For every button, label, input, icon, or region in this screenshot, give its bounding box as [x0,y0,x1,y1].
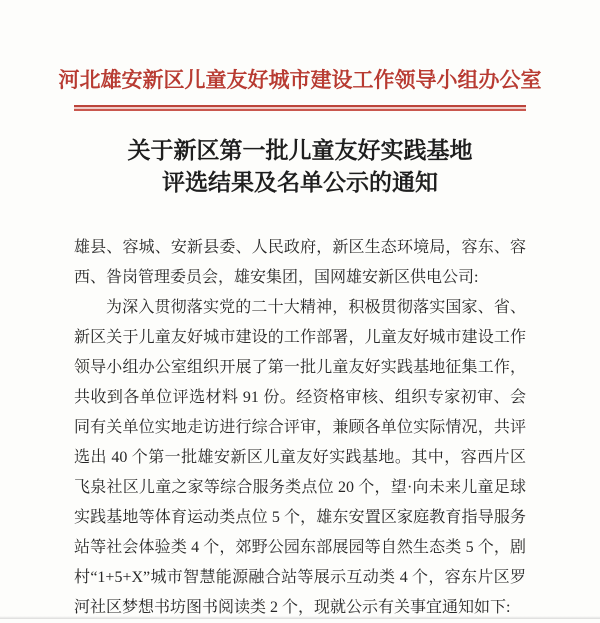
document-header-org-name: 河北雄安新区儿童友好城市建设工作领导小组办公室 [58,68,542,92]
document-title-line2: 评选结果及名单公示的通知 [162,170,438,196]
red-header-divider-line [74,105,526,111]
body-paragraph: 为深入贯彻落实党的二十大精神，积极贯彻落实国家、省、新区关于儿童友好城市建设的工作部署，儿童友好城市建设工作领导小组办公室组织开展了第一批儿童友好实践基地征集工作，共收到各单位评选材料 91 份。经资格审核、组织专家初审、会同有关单位实地走访进行综合评审，兼顾各单位实际情况，共评选出 40 个第一批雄安新区儿童友好实践基地。其中，容西片区飞泉社区儿童之家等综合服务类点位 20 个，望·向未来儿童足球实践基地等体育运动类点位 5 个，雄东安置区家庭教育指导服务站等社会体验类 4 个，郊野公园东部展园等自然生态类 5 个，剧村“1+5+X”城市智慧能源融合站等展示互动类 4 个，容东片区罗河社区梦想书坊图书阅读类 2 个，现就公示有关事宜通知如下: [74,299,526,617]
recipients-line: 雄县、容城、安新县委、人民政府，新区生态环境局，容东、容西、昝岗管理委员会，雄安集团，国网雄安新区供电公司: [74,239,526,287]
document-title [0,135,600,199]
document-title-line1: 关于新区第一批儿童友好实践基地 [127,138,473,164]
document-body [74,233,526,623]
